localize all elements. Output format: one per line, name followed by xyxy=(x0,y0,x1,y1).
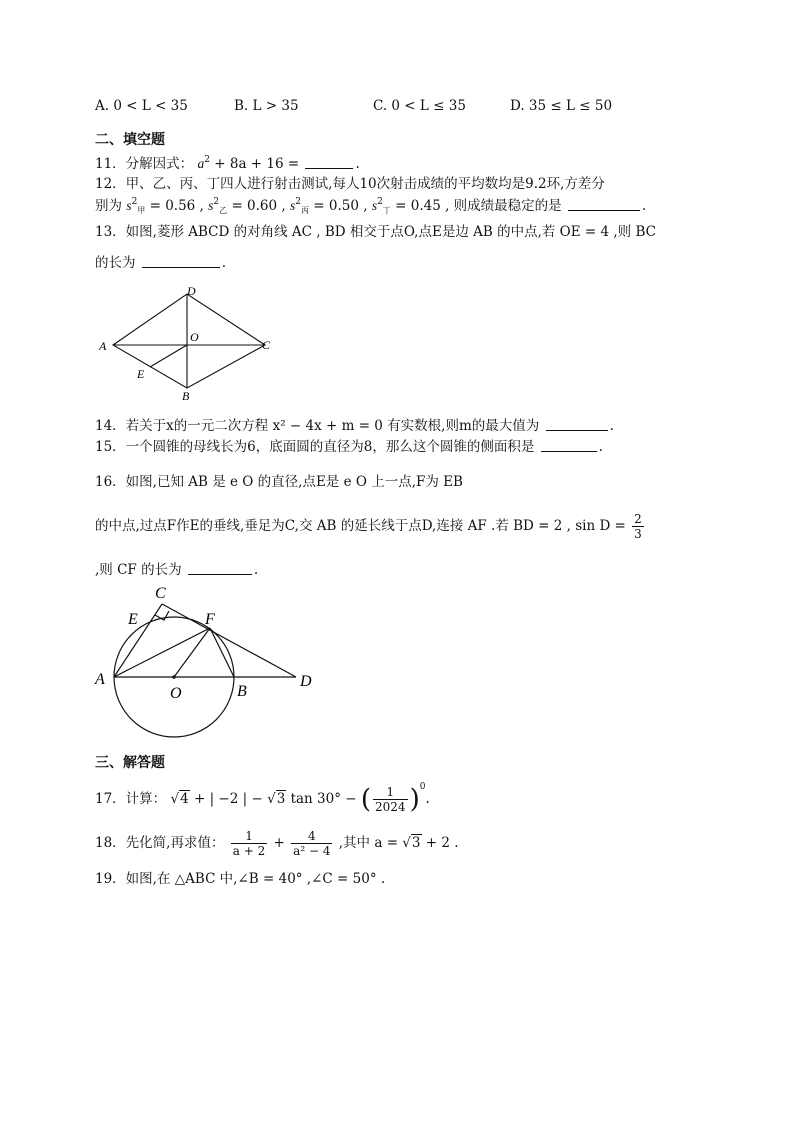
question-17: 17．计算： √4 + | −2 | − √3 tan 30° − ( $\frac{1}{2024}$ )$^0$. xyxy=(95,782,430,815)
question-13-line2: 的长为 . xyxy=(95,255,227,271)
q12-answer-blank[interactable] xyxy=(568,198,640,211)
q12-end: 则成绩最稳定的是 xyxy=(453,198,562,214)
q16-fraction xyxy=(632,512,644,541)
label-d: D xyxy=(300,673,312,690)
q16-line2-text: 的中点,过点F作E的垂线,垂足为C,交 AB 的延长线于点D,连接 AF .若 BD = 2 , sin D = xyxy=(95,518,626,534)
q10-option-a: A. 0 < L < 35 xyxy=(95,98,188,114)
q12-var-bing: = 0.50 , xyxy=(313,198,368,214)
question-12-line1: 12．甲、乙、丙、丁四人进行射击测试,每人10次射击成绩的平均数均是9.2环,方差分 xyxy=(95,176,605,192)
line-fb xyxy=(210,628,234,677)
section-solve-title: 三、解答题 xyxy=(95,755,165,771)
line-ac xyxy=(114,604,162,677)
q14-text: 14．若关于x的一元二次方程 x² − 4x + m = 0 有实数根,则m的最大值为 xyxy=(95,418,540,434)
q18-prefix: 18．先化简,再求值： xyxy=(95,835,225,851)
label-o: O xyxy=(170,685,182,702)
question-12-line2: 别为 $s^2_甲 = 0.56$ , $s^2_乙 = 0.60$ , $s^2_丙 = 0.50$ , $s^2_丁 = 0.45$ , 则成绩最稳定的是 . xyxy=(95,197,647,215)
label-d: D xyxy=(187,284,196,298)
q16-frac-den: 3 xyxy=(634,527,642,541)
q17-prefix: 17．计算： xyxy=(95,791,167,807)
label-e: E xyxy=(128,611,138,628)
center-point xyxy=(172,675,176,679)
q11-expr: + 8a + 16 = xyxy=(214,156,300,172)
question-16-line2 xyxy=(95,512,646,541)
q18-f2-num: 4 xyxy=(291,829,332,844)
q11-prefix: 11．分解因式： xyxy=(95,156,194,172)
question-13-line1: 13．如图,菱形 ABCD 的对角线 AC , BD 相交于点O,点E是边 AB 的中点,若 OE = 4 ,则 BC xyxy=(95,224,656,240)
q12-sub-ding: 丁 xyxy=(382,206,391,215)
label-c: C xyxy=(262,338,271,352)
q17-exponent: 0 xyxy=(419,782,426,792)
question-16-line3: ,则 CF 的长为 . xyxy=(95,562,259,578)
q12-sub-jia: 甲 xyxy=(137,206,146,215)
label-b: B xyxy=(237,683,247,700)
rhombus-outline xyxy=(113,294,265,388)
q17-frac-num: 1 xyxy=(373,785,408,800)
q12-start: 别为 xyxy=(95,198,122,214)
q11-answer-blank[interactable] xyxy=(305,156,353,169)
label-c: C xyxy=(155,585,166,602)
label-a: A xyxy=(99,339,107,353)
q12-var-ding: = 0.45 , xyxy=(395,198,450,214)
label-f: F xyxy=(205,611,215,628)
label-e: E xyxy=(137,367,145,381)
q18-fraction-2 xyxy=(291,829,332,858)
q12-var-yi: = 0.60 , xyxy=(231,198,286,214)
q15-text: 15．一个圆锥的母线长为6，底面圆的直径为8，那么这个圆锥的侧面积是 xyxy=(95,439,535,455)
label-b: B xyxy=(182,389,190,403)
q12-sub-bing: 丙 xyxy=(300,206,309,215)
q16-frac-num: 2 xyxy=(634,512,642,526)
q15-answer-blank[interactable] xyxy=(541,439,597,452)
q16-line3-text: ,则 CF 的长为 xyxy=(95,562,182,578)
section-fill-in-title: 二、填空题 xyxy=(95,132,165,148)
line-af xyxy=(114,628,210,677)
q12-var-jia: = 0.56 , xyxy=(149,198,204,214)
q10-option-d: D. 35 ≤ L ≤ 50 xyxy=(510,98,613,114)
question-15: 15．一个圆锥的母线长为6，底面圆的直径为8，那么这个圆锥的侧面积是 . xyxy=(95,439,603,455)
question-14: 14．若关于x的一元二次方程 x² − 4x + m = 0 有实数根,则m的最大值为 . xyxy=(95,418,614,434)
question-16-line1: 16．如图,已知 AB 是 e O 的直径,点E是 e O 上一点,F为 EB xyxy=(95,474,463,490)
q18-f2-den: a² − 4 xyxy=(293,844,331,858)
question-18: 18．先化简,再求值： $\frac{1}{a + 2}$ + $\frac{4}{\text{a² − 4}}$ ,其中 a = √3 + 2 . xyxy=(95,829,459,858)
q18-fraction-1 xyxy=(231,829,267,858)
q17-tan: tan 30° − xyxy=(290,791,357,807)
q13-answer-blank[interactable] xyxy=(142,255,220,268)
q12-sub-yi: 乙 xyxy=(219,206,228,215)
q10-option-c: C. 0 < L ≤ 35 xyxy=(373,98,466,114)
circle-tangent-figure xyxy=(90,582,320,742)
q17-mid: + | −2 | − xyxy=(193,791,263,807)
segment-oe xyxy=(150,345,187,367)
rhombus-figure xyxy=(95,280,285,405)
q17-fraction xyxy=(373,785,408,814)
q17-frac-den: 2024 xyxy=(375,800,406,814)
label-a: A xyxy=(95,671,105,688)
question-11: 11．分解因式： $a^2 + 8a + 16$ = . xyxy=(95,155,360,172)
q10-option-b: B. L > 35 xyxy=(234,98,299,114)
q13-line2-text: 的长为 xyxy=(95,255,136,271)
q18-f1-num: 1 xyxy=(231,829,267,844)
q14-answer-blank[interactable] xyxy=(546,418,608,431)
q18-value-end: + 2 . xyxy=(425,835,459,851)
line-of xyxy=(174,628,210,677)
q18-suffix: ,其中 a = xyxy=(338,835,398,851)
q16-answer-blank[interactable] xyxy=(188,562,252,575)
q18-f1-den: a + 2 xyxy=(232,844,266,858)
label-o: O xyxy=(190,330,199,344)
question-19: 19．如图,在 △ABC 中,∠B = 40° ,∠C = 50° . xyxy=(95,871,386,887)
